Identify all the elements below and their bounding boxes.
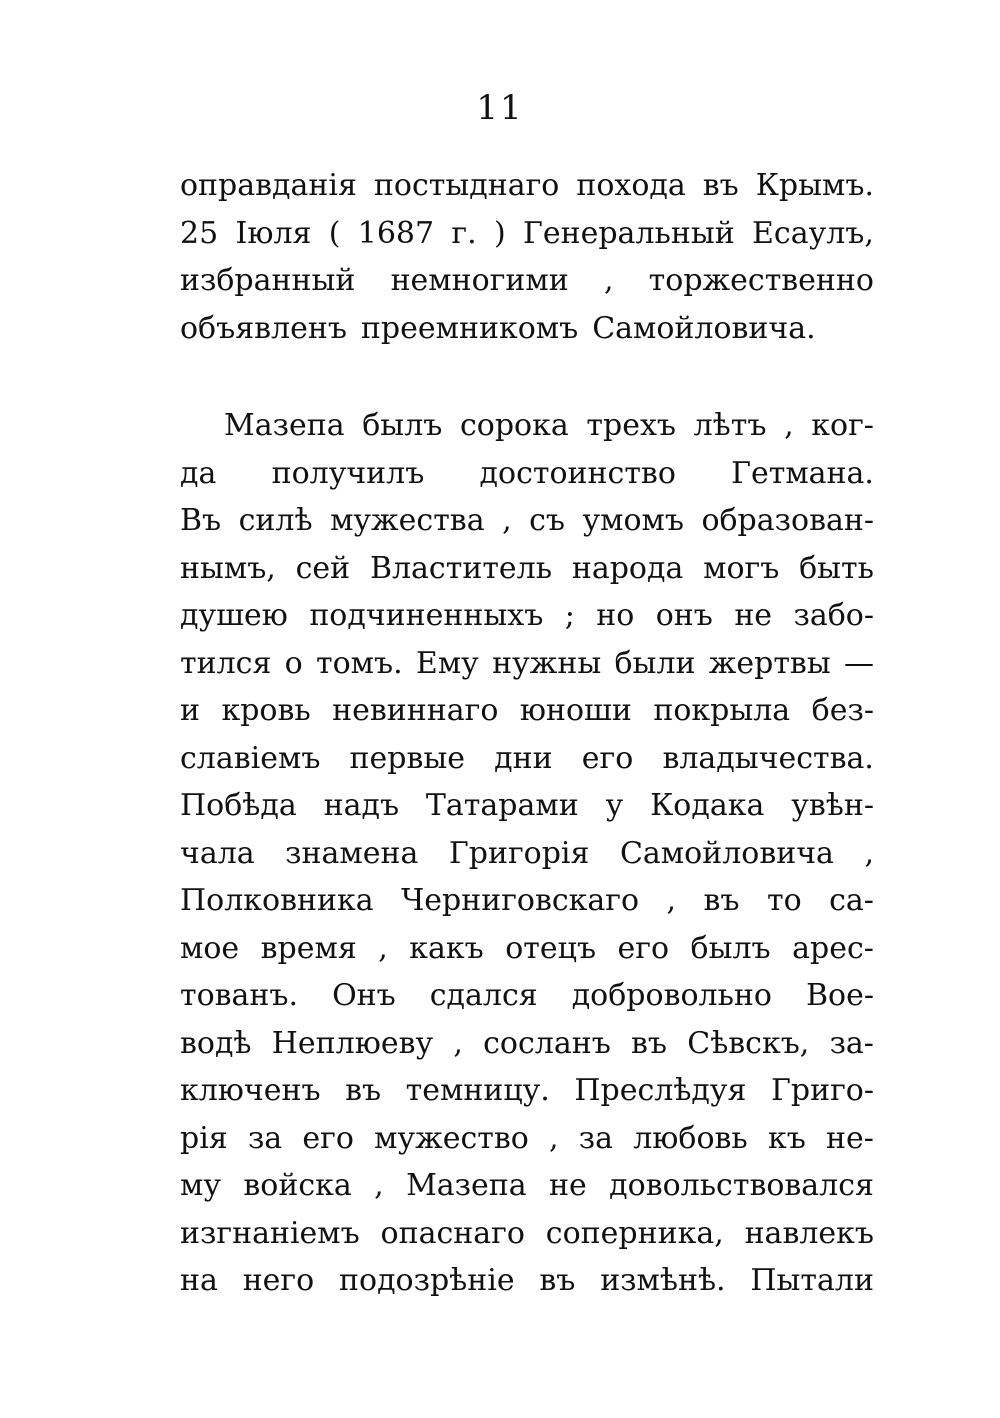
word: , [784, 408, 794, 443]
word: и [180, 693, 200, 728]
word: войска [243, 1168, 352, 1203]
word: тился [180, 645, 272, 681]
word: за [578, 1120, 614, 1156]
word: былъ [362, 408, 443, 443]
word: сей [295, 550, 351, 586]
word: любовь [633, 1120, 748, 1156]
word: мое [180, 930, 240, 966]
word: его [302, 1120, 354, 1156]
word: нужны [492, 645, 602, 681]
word: подчиненныхъ [309, 598, 544, 633]
word: въ [702, 168, 739, 203]
word: , [378, 930, 388, 966]
word: надъ [323, 788, 400, 823]
word: немногими [390, 263, 569, 298]
word: избранный [180, 263, 356, 298]
paragraph-1 [180, 162, 874, 352]
text-line [180, 592, 874, 640]
word: не- [826, 1120, 874, 1156]
word: въ [345, 1073, 382, 1108]
word: за [247, 1120, 283, 1156]
word: сорока [459, 408, 569, 443]
text-line [180, 1257, 874, 1305]
word: подозрѣніе [339, 1263, 515, 1298]
word: чала [180, 835, 255, 871]
text-line [180, 687, 874, 735]
word: без- [811, 693, 874, 728]
word: навлекъ [744, 1215, 874, 1251]
text-line [180, 162, 874, 210]
text-line [180, 830, 874, 878]
text-line [180, 782, 874, 830]
word: покрыла [653, 693, 791, 728]
word: ключенъ [180, 1073, 321, 1108]
text-line [180, 877, 874, 925]
word: трехъ [586, 408, 676, 443]
word: но [596, 598, 635, 633]
word: Григорія [448, 835, 590, 871]
text-line [180, 925, 874, 973]
word: , [666, 883, 677, 918]
word: Кодака [650, 788, 765, 823]
word: мужества [330, 503, 485, 538]
word: были [614, 645, 696, 681]
text-line [180, 1162, 874, 1210]
word: могъ [703, 550, 780, 586]
word: то [766, 883, 802, 918]
word: получилъ [271, 455, 425, 491]
word: , [453, 1025, 463, 1061]
word: сосланъ [483, 1025, 611, 1061]
text-line [180, 1067, 874, 1115]
word: дни [494, 740, 553, 776]
word: Побѣда [180, 788, 297, 823]
text-line [180, 1020, 874, 1068]
word: въ [539, 1263, 576, 1298]
word: Властитель [369, 550, 553, 586]
word: темницу. [405, 1073, 550, 1108]
word: славіемъ [180, 740, 321, 776]
word: 25 [180, 215, 219, 251]
word: изгнаніемъ [180, 1215, 360, 1251]
word: за- [829, 1025, 874, 1061]
text-line [180, 210, 874, 258]
word: Неплюеву [271, 1025, 434, 1061]
word: жертвы [708, 645, 831, 681]
word: постыднаго [373, 168, 560, 203]
word: похода [576, 168, 686, 203]
text-line [180, 640, 874, 688]
word: ) [493, 215, 506, 251]
word: Мазепа [406, 1168, 527, 1203]
word: время [260, 930, 357, 966]
word: Преслѣдуя [574, 1073, 747, 1108]
word: знамена [285, 835, 419, 871]
word: онъ [655, 598, 713, 633]
word: измѣнѣ. [600, 1263, 726, 1298]
word: Татарами [425, 788, 579, 823]
word: довольствовался [609, 1168, 874, 1203]
word: Крымъ. [755, 168, 874, 203]
word: Пытали [750, 1263, 874, 1298]
word: забо- [793, 598, 874, 633]
word: ког- [811, 408, 874, 443]
word: отецъ [505, 930, 597, 966]
word: мужество [374, 1120, 529, 1156]
word: ; [564, 598, 575, 633]
word: му [180, 1168, 221, 1203]
word: арес- [792, 930, 874, 966]
word: Григо- [771, 1073, 874, 1108]
page-number: 11 [476, 88, 524, 128]
word: умомъ [582, 503, 684, 538]
word: тованъ. [180, 978, 299, 1013]
word: , [864, 835, 874, 871]
word: г. [451, 215, 477, 251]
word: да [180, 455, 217, 491]
word: рія [180, 1120, 228, 1156]
word: , [603, 263, 614, 298]
word: водѣ [180, 1025, 252, 1061]
word: Онъ [332, 978, 396, 1013]
text-line [180, 735, 874, 783]
word: сдался [429, 978, 538, 1013]
word: нымъ, [180, 550, 276, 586]
word: не [734, 598, 773, 633]
word: кровь [221, 693, 311, 728]
paragraph-2 [180, 402, 874, 1305]
word: у [605, 788, 624, 823]
word: не [549, 1168, 587, 1203]
text-line [180, 497, 874, 545]
text-line [180, 257, 874, 305]
word: къ [767, 1120, 806, 1156]
word: Сѣвскъ, [687, 1025, 810, 1061]
word: Полковника [180, 883, 374, 918]
word: невиннаго [332, 693, 499, 728]
word: , [374, 1168, 384, 1203]
word: лѣтъ [693, 408, 767, 443]
word: , [502, 503, 512, 538]
word: оправданія [180, 168, 357, 203]
text-line [180, 450, 874, 498]
word: его [581, 740, 634, 776]
word: образован- [701, 503, 874, 538]
word: са- [829, 883, 874, 918]
text-line [180, 1115, 874, 1163]
word: торжественно [648, 263, 874, 298]
word: Ему [415, 645, 479, 681]
word: какъ [409, 930, 484, 966]
word: съ [529, 503, 565, 538]
word: Мазепа [224, 408, 345, 443]
word: Іюля [235, 215, 312, 251]
word: преемникомъ [360, 310, 579, 346]
word: — [843, 645, 874, 681]
word: его [617, 930, 670, 966]
word: достоинство [479, 455, 676, 491]
word: Самойловича [619, 835, 834, 871]
word: силѣ [238, 503, 313, 538]
text-line [180, 305, 874, 353]
word: Самойловича. [592, 310, 816, 346]
word: соперника, [545, 1215, 724, 1251]
word: быть [799, 550, 874, 586]
word: объявленъ [180, 310, 347, 346]
word: на [180, 1263, 218, 1298]
text-line [180, 545, 874, 593]
word: въ [703, 883, 740, 918]
word: въ [631, 1025, 668, 1061]
word: былъ [690, 930, 771, 966]
word: него [242, 1263, 315, 1298]
text-line [180, 972, 874, 1020]
word: народа [571, 550, 684, 586]
word: 1687 [357, 215, 435, 251]
text-line [180, 1210, 874, 1258]
word: Генеральный [522, 215, 735, 251]
word: , [549, 1120, 559, 1156]
word: увѣн- [791, 788, 874, 823]
word: ( [328, 215, 341, 251]
word: Гетмана. [731, 455, 874, 491]
text-line [180, 402, 874, 450]
word: Есаулъ, [752, 215, 874, 251]
word: томъ. [316, 645, 403, 681]
word: юноши [519, 693, 632, 728]
word: владычества. [662, 740, 874, 776]
word: опаснаго [380, 1215, 525, 1251]
word: Вое- [805, 978, 874, 1013]
word: душею [180, 598, 288, 633]
word: Въ [180, 503, 222, 538]
word: добровольно [571, 978, 772, 1013]
word: Черниговскаго [401, 883, 640, 918]
word: о [284, 645, 303, 681]
word: первые [349, 740, 466, 776]
